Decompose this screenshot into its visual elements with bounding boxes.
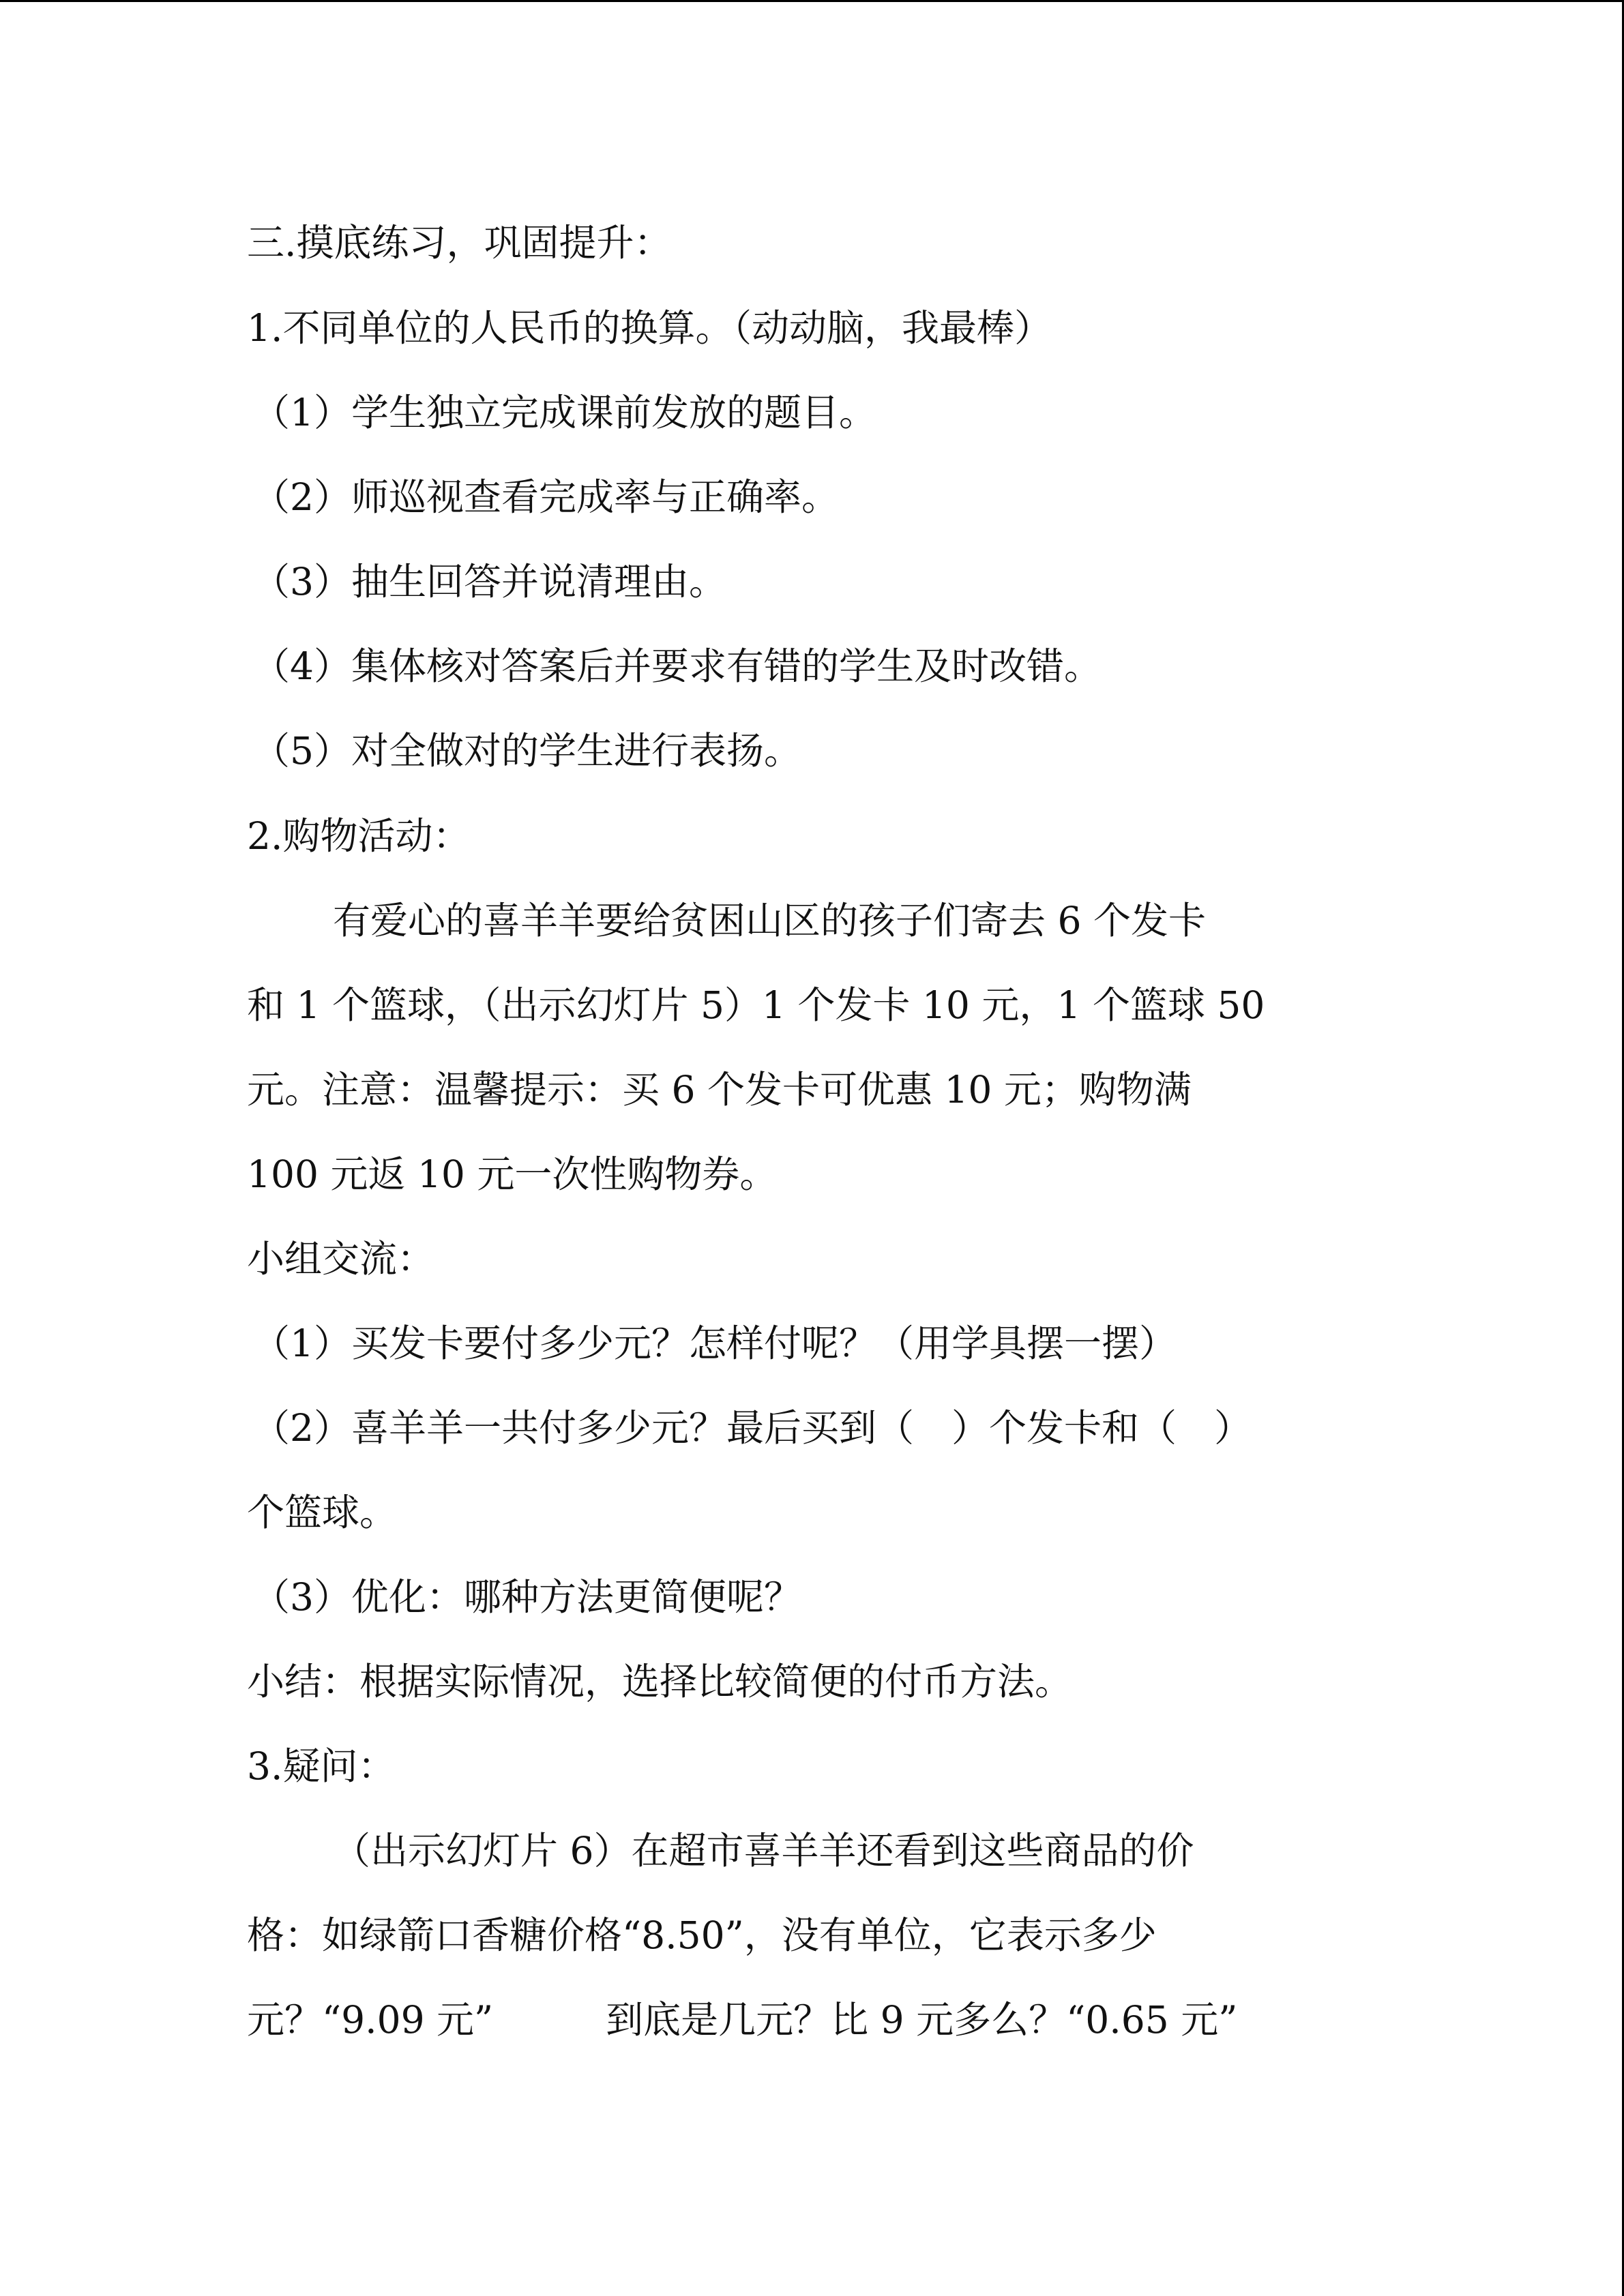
question-2-continued: 个篮球。 [247, 1491, 398, 1534]
step-3: （3）抽生回答并说清理由。 [252, 560, 726, 603]
item-heading-3: 3.疑问： [247, 1744, 396, 1788]
paragraph-line: （出示幻灯片 6）在超市喜羊羊还看到这些商品的价 [333, 1829, 1194, 1873]
paragraph-line: 100 元返 10 元一次性购物券。 [247, 1152, 778, 1196]
step-4: （4）集体核对答案后并要求有错的学生及时改错。 [252, 644, 1102, 688]
paragraph-line: 元。注意：温馨提示：买 6 个发卡可优惠 10 元；购物满 [247, 1068, 1192, 1112]
paragraph-line: 和 1 个篮球，（出示幻灯片 5）1 个发卡 10 元，1 个篮球 50 [247, 983, 1265, 1027]
step-5: （5）对全做对的学生进行表扬。 [252, 729, 801, 773]
paragraph-line: 元？“9.09 元” 到底是几元？比 9 元多么？“0.65 元” [247, 1998, 1238, 2042]
question-3: （3）优化：哪种方法更简便呢？ [252, 1575, 801, 1619]
section-heading-3: 三.摸底练习，巩固提升： [247, 221, 672, 265]
summary-line: 小结：根据实际情况，选择比较简便的付币方法。 [247, 1660, 1073, 1703]
item-heading-1: 1.不同单位的人民币的换算。（动动脑，我最棒） [247, 306, 1052, 350]
item-heading-2: 2.购物活动： [247, 814, 471, 858]
paragraph-line: 格：如绿箭口香糖价格“8.50”，没有单位，它表示多少 [247, 1913, 1157, 1957]
paragraph-line: 有爱心的喜羊羊要给贫困山区的孩子们寄去 6 个发卡 [333, 899, 1206, 942]
question-2: （2）喜羊羊一共付多少元？最后买到（ ）个发卡和（ ） [252, 1406, 1252, 1450]
step-1: （1）学生独立完成课前发放的题目。 [252, 391, 876, 434]
question-1: （1）买发卡要付多少元？怎样付呢？（用学具摆一摆） [252, 1322, 1177, 1365]
step-2: （2）师巡视查看完成率与正确率。 [252, 475, 839, 519]
group-discussion-heading: 小组交流： [247, 1237, 435, 1281]
